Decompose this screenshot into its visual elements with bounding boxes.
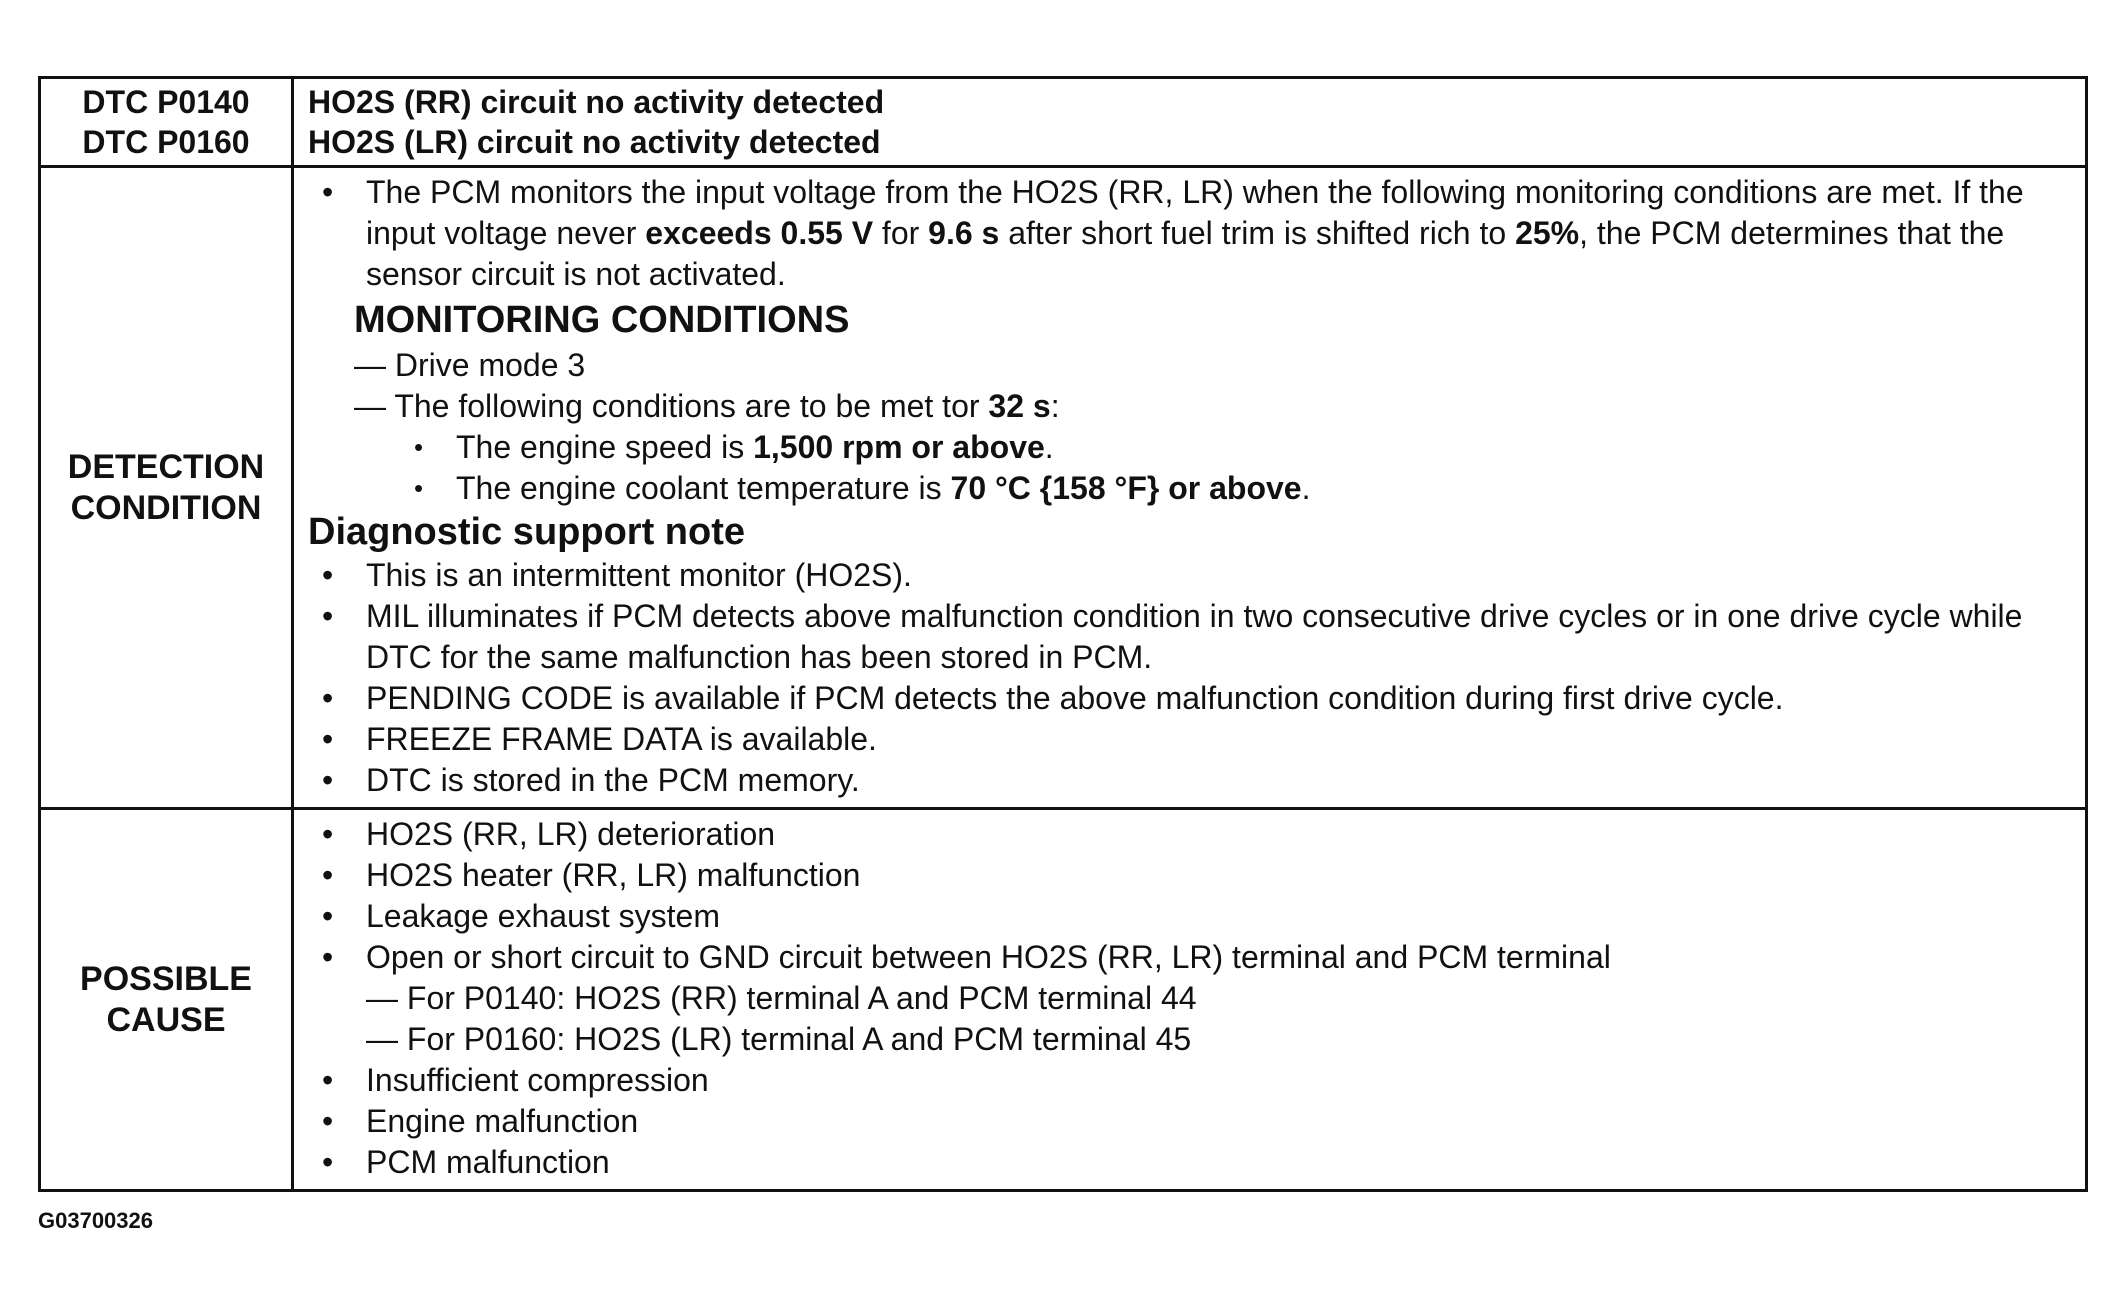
diagnostic-note: • MIL illuminates if PCM detects above malfunction condition in two consecutive drive cycles or in one drive cycle while DTC for the same malfunction has been stored in PCM. [308,596,2073,678]
diagnostic-note: • PENDING CODE is available if PCM detects the above malfunction condition during first drive cycle. [308,678,2073,719]
header-row [40,78,2087,167]
cause-label: POSSIBLE CAUSE [40,809,293,1191]
dtc-code: DTC P0140 [82,84,250,120]
cause-content [293,809,2087,1191]
detection-label: DETECTION CONDITION [40,167,293,809]
monitoring-subitem: • The engine coolant temperature is 70 °C {158 °F} or above. [308,468,2073,509]
diagnostic-note: • DTC is stored in the PCM memory. [308,760,2073,801]
dtc-titles-cell [293,78,2087,167]
dtc-code: DTC P0160 [82,124,250,160]
dtc-title: HO2S (RR) circuit no activity detected [308,84,885,120]
cause-item: • HO2S (RR, LR) deterioration [308,814,2073,855]
diagnostic-note: • This is an intermittent monitor (HO2S). [308,555,2073,596]
cause-item: • Insufficient compression [308,1060,2073,1101]
cause-item: • Leakage exhaust system [308,896,2073,937]
detection-intro: • The PCM monitors the input voltage from the HO2S (RR, LR) when the following monitoring conditions are met. If the input voltage never exceeds 0.55 V for 9.6 s after short fuel trim is shifted rich to 25%, the PCM determines that the sensor circuit is not activated. [308,172,2073,295]
cause-row [40,809,2087,1191]
cause-subitem: — For P0160: HO2S (LR) terminal A and PCM terminal 45 [366,1021,1192,1057]
diagnostic-heading: Diagnostic support note [308,511,745,553]
detection-row [40,167,2087,809]
cause-subitem: — For P0140: HO2S (RR) terminal A and PCM terminal 44 [366,980,1197,1016]
cause-item: • PCM malfunction [308,1142,2073,1183]
monitoring-item: — The following conditions are to be met tor 32 s: [354,388,1060,424]
dtc-table [38,76,2088,1192]
cause-item: • HO2S heater (RR, LR) malfunction [308,855,2073,896]
cause-item: • Engine malfunction [308,1101,2073,1142]
monitoring-heading: MONITORING CONDITIONS [354,299,850,341]
monitoring-item: — Drive mode 3 [354,347,586,383]
monitoring-subitem: • The engine speed is 1,500 rpm or above. [308,427,2073,468]
detection-content [293,167,2087,809]
figure-id: G03700326 [38,1208,153,1233]
diagnostic-note: • FREEZE FRAME DATA is available. [308,719,2073,760]
dtc-title: HO2S (LR) circuit no activity detected [308,124,881,160]
dtc-codes-cell [40,78,293,167]
cause-item: • Open or short circuit to GND circuit between HO2S (RR, LR) terminal and PCM terminal [308,937,2073,978]
